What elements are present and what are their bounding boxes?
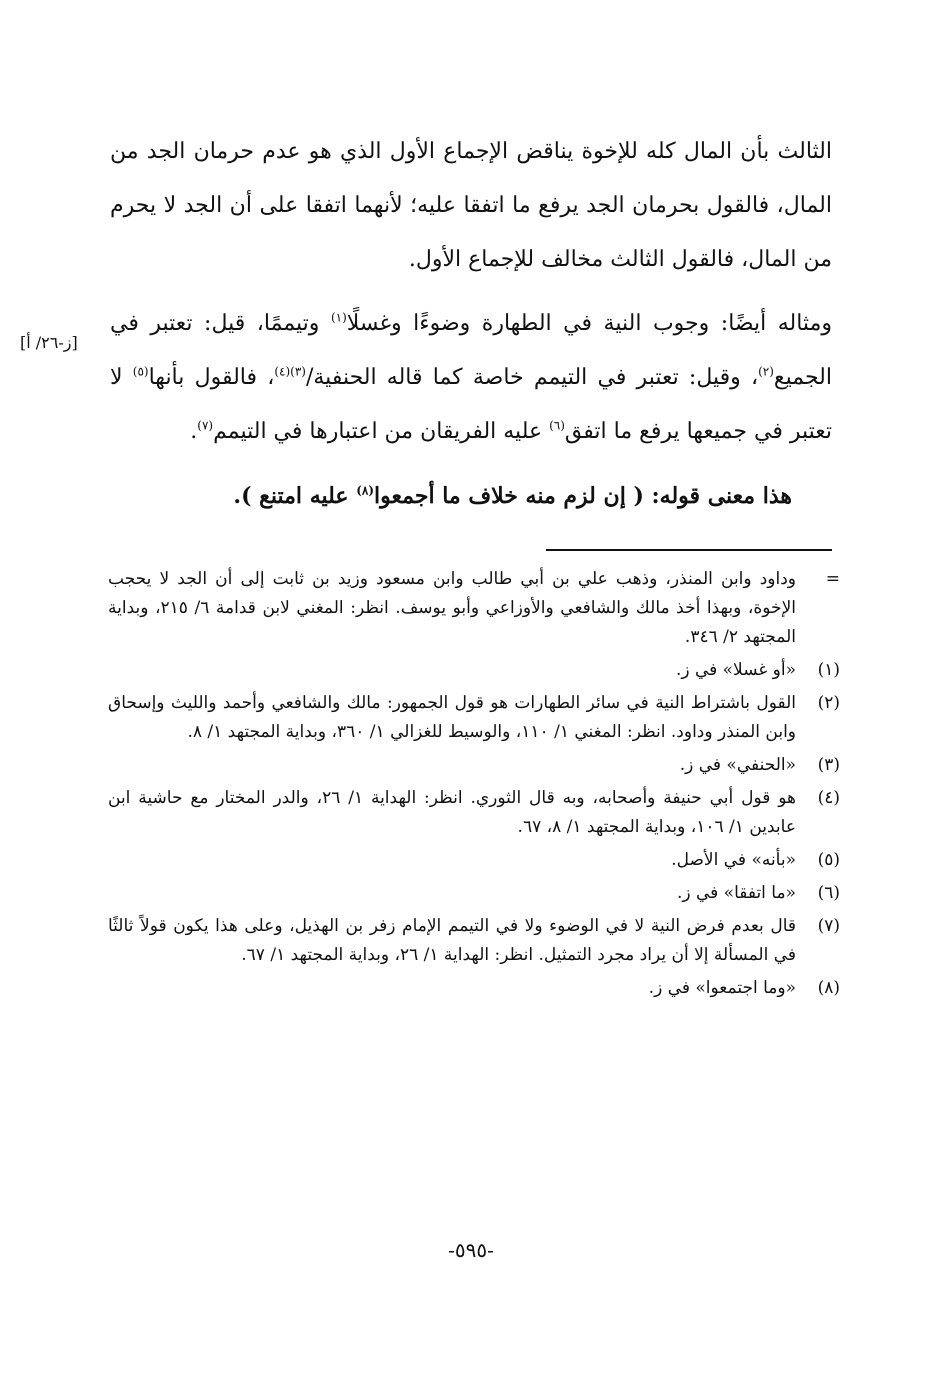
footnote-text: «الحنفي» في ز. bbox=[679, 755, 796, 775]
footnote-6 bbox=[108, 879, 840, 908]
footnote-text: القول باشتراط النية في سائر الطهارات هو قول الجمهور: مالك والشافعي وأحمد والليث وإسحاق وابن المنذر وداود. انظر: المغني ١/ ١١٠، والوسيط للغزالي ١/ ٣٦٠، وبداية المجتهد ١/ ٨. bbox=[108, 693, 796, 742]
footnote-ref-8: (٨) bbox=[356, 483, 375, 498]
footnotes bbox=[108, 565, 840, 1007]
footnote-1 bbox=[108, 656, 840, 685]
paragraph-2 bbox=[110, 297, 832, 459]
footnote-separator bbox=[546, 549, 832, 551]
paragraph-2-part-c: ، وقيل: تعتبر في التيمم خاصة كما قاله الحنفية/ bbox=[305, 365, 759, 390]
footnote-text: وداود وابن المنذر، وذهب علي بن أبي طالب وابن مسعود وزيد بن ثابت إلى أن الجد لا يحجب الإخوة، وبهذا أخذ مالك والشافعي والأوزاعي وأبو يوسف. انظر: المغني لابن قدامة ٦/ ٢١٥، وبداية المجتهد ٢/ ٣٤٦. bbox=[108, 569, 796, 647]
footnote-ref-1: (١) bbox=[330, 310, 347, 325]
footnote-text: «بأنه» في الأصل. bbox=[671, 850, 796, 870]
footnote-ref-2: (٢) bbox=[758, 364, 774, 379]
paragraph-2-part-b: وتيممًا، قيل: تعتبر في الجميع bbox=[110, 311, 832, 390]
footnote-7 bbox=[108, 912, 840, 970]
footnote-continued bbox=[108, 565, 840, 652]
paragraph-1: الثالث بأن المال كله للإخوة يناقض الإجماع الأول الذي هو عدم حرمان الجد من المال، فالقول بحرمان الجد يرفع ما اتفقا عليه؛ لأنهما اتفقا على أن الجد لا يحرم من المال، فالقول الثالث مخالف للإجماع الأول. bbox=[110, 139, 832, 272]
footnote-text: «ما اتفقا» في ز. bbox=[676, 883, 796, 903]
paragraph-2-part-g: . bbox=[190, 419, 198, 444]
footnote-number: (٣) bbox=[817, 755, 840, 775]
footnote-number: (٤) bbox=[817, 788, 840, 808]
footnote-text: قال بعدم فرض النية لا في الوضوء ولا في التيمم الإمام زفر بن الهذيل، وعلى هذا يكون قولاً ثالثًا في المسألة إلا أن يراد مجرد التمثيل. انظر: الهداية ١/ ٢٦، وبداية المجتهد ١/ ٦٧. bbox=[108, 916, 796, 965]
main-text-body bbox=[110, 125, 832, 523]
footnote-ref-6: (٦) bbox=[549, 418, 565, 433]
footnote-4 bbox=[108, 784, 840, 842]
footnote-number: = bbox=[825, 569, 840, 589]
footnote-ref-3-4: (٣)(٤) bbox=[274, 364, 306, 379]
footnote-text: «أو غسلا» في ز. bbox=[675, 660, 796, 680]
footnote-8 bbox=[108, 974, 840, 1003]
footnote-number: (٥) bbox=[817, 850, 840, 870]
paragraph-2-part-e: لا تعتبر في جميعها يرفع ما اتفق bbox=[110, 365, 832, 444]
footnote-number: (٢) bbox=[817, 693, 840, 713]
paragraph-2-part-a: ومثاله أيضًا: وجوب النية في الطهارة وضوءًا وغسلًا bbox=[346, 311, 832, 336]
footnote-ref-5: (٥) bbox=[132, 364, 149, 379]
footnote-text: «وما اجتمعوا» في ز. bbox=[648, 978, 796, 998]
paragraph-2-part-f: عليه الفريقان من اعتبارها في التيمم bbox=[213, 419, 550, 444]
footnote-5 bbox=[108, 846, 840, 875]
summary-line bbox=[110, 469, 832, 523]
summary-part-b: عليه امتنع ). bbox=[233, 483, 357, 509]
footnote-number: (٧) bbox=[817, 916, 840, 936]
footnote-number: (٨) bbox=[817, 978, 840, 998]
footnote-ref-7: (٧) bbox=[197, 418, 214, 433]
footnote-2 bbox=[108, 689, 840, 747]
summary-part-a: هذا معنى قوله: ( إن لزم منه خلاف ما أجمعوا bbox=[374, 483, 792, 509]
footnote-text: هو قول أبي حنيفة وأصحابه، وبه قال الثوري. انظر: الهداية ١/ ٢٦، والدر المختار مع حاشية ابن عابدين ١/ ١٠٦، وبداية المجتهد ١/ ٨، ٦٧. bbox=[108, 788, 796, 837]
footnote-number: (٦) bbox=[817, 883, 840, 903]
paragraph-2-part-d: ، فالقول بأنها bbox=[148, 365, 275, 390]
manuscript-margin-reference: [ز-٢٦/ أ] bbox=[20, 333, 78, 352]
page-number: -٥٩٥- bbox=[448, 1238, 494, 1262]
footnote-3 bbox=[108, 751, 840, 780]
footnote-number: (١) bbox=[817, 660, 840, 680]
